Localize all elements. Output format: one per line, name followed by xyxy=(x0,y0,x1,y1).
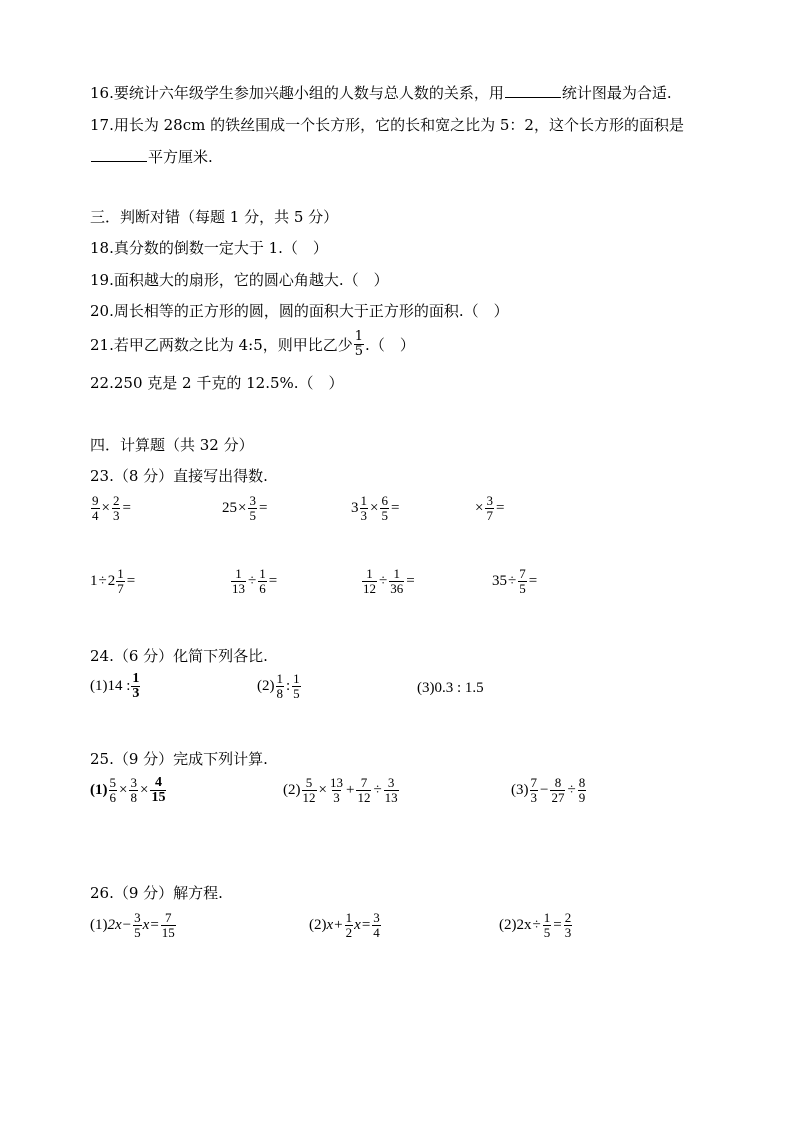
denominator: 12 xyxy=(357,790,371,805)
operator: = xyxy=(495,500,505,516)
operator: = xyxy=(553,917,562,933)
fraction xyxy=(116,567,125,596)
denominator: 15 xyxy=(151,790,166,805)
math-term: 3 xyxy=(351,500,359,516)
q21-text-after: .（ ） xyxy=(365,335,415,354)
operator: ÷ xyxy=(567,782,576,798)
question-16 xyxy=(90,83,672,103)
operator: = xyxy=(361,917,371,933)
q26-expr-3 xyxy=(499,911,573,940)
fraction xyxy=(131,672,140,701)
question-18: 18.真分数的倒数一定大于 1.（ ） xyxy=(90,239,328,257)
operator: = xyxy=(258,500,268,516)
fraction xyxy=(384,776,399,805)
operator: = xyxy=(122,500,131,516)
math-term: (1) xyxy=(90,917,108,933)
fraction xyxy=(292,672,301,701)
math-term: (2) xyxy=(283,782,301,798)
denominator: 3 xyxy=(564,925,572,940)
fraction xyxy=(150,776,166,805)
denominator: 7 xyxy=(486,508,493,523)
fraction xyxy=(133,911,142,940)
math-term: (2) xyxy=(309,917,327,933)
math-term: 1 xyxy=(90,573,98,589)
denominator: 5 xyxy=(293,686,300,701)
denominator: 2 xyxy=(345,925,353,940)
operator: × xyxy=(238,500,247,516)
operator: × xyxy=(139,782,149,798)
operator: = xyxy=(126,573,136,589)
q17-text-after: 平方厘米. xyxy=(148,148,213,166)
q16-text-after: 统计图最为合适. xyxy=(561,84,672,102)
question-24-title: 24.（6 分）化简下列各比. xyxy=(90,647,268,665)
fraction xyxy=(485,494,494,523)
fraction xyxy=(231,567,246,596)
operator: × xyxy=(370,500,379,516)
numerator: 8 xyxy=(554,775,562,790)
numerator: 6 xyxy=(381,493,388,508)
numerator: 1 xyxy=(543,910,551,925)
numerator: 3 xyxy=(134,910,141,925)
q23-expr-3 xyxy=(351,494,400,523)
q23-expr-1 xyxy=(90,494,132,523)
operator: ÷ xyxy=(379,573,388,589)
math-term: (2) xyxy=(257,678,275,694)
denominator: 3 xyxy=(530,790,537,805)
q24-expr-1 xyxy=(90,672,141,701)
denominator: 13 xyxy=(384,790,398,805)
denominator: 36 xyxy=(390,581,404,596)
math-term: x xyxy=(326,917,334,933)
denominator: 3 xyxy=(132,686,140,701)
numerator: 3 xyxy=(249,493,256,508)
fraction xyxy=(112,494,121,523)
numerator: 1 xyxy=(345,910,353,925)
denominator: 5 xyxy=(249,508,256,523)
denominator: 3 xyxy=(112,508,120,523)
denominator: 8 xyxy=(276,686,283,701)
fraction xyxy=(91,494,100,523)
fraction xyxy=(276,672,285,701)
question-20: 20.周长相等的正方形的圆，圆的面积大于正方形的面积.（ ） xyxy=(90,302,509,320)
math-term: 25 xyxy=(222,500,237,516)
operator: = xyxy=(406,573,415,589)
math-term: x xyxy=(142,917,150,933)
fraction xyxy=(543,911,552,940)
numerator: 4 xyxy=(154,775,162,790)
q25-expr-1 xyxy=(90,776,167,805)
denominator: 13 xyxy=(232,581,245,596)
q25-expr-2 xyxy=(283,776,400,805)
math-term: (1)14 : xyxy=(90,678,131,694)
numerator: 7 xyxy=(165,910,172,925)
operator: = xyxy=(390,500,400,516)
numerator: 3 xyxy=(486,493,493,508)
operator: ÷ xyxy=(373,782,382,798)
math-term: 35 xyxy=(492,573,507,589)
denominator: 4 xyxy=(92,508,99,523)
operator: = xyxy=(268,573,278,589)
denominator: 12 xyxy=(302,790,316,805)
fraction xyxy=(248,494,257,523)
question-22: 22.250 克是 2 千克的 12.5%.（ ） xyxy=(90,374,344,392)
question-17: 17.用长为 28cm 的铁丝围成一个长方形，它的长和宽之比为 5：2，这个长方形的面积是 xyxy=(90,116,684,134)
denominator: 15 xyxy=(161,925,175,940)
q24-expr-2 xyxy=(257,672,302,701)
denominator: 3 xyxy=(360,508,367,523)
math-term: (3) xyxy=(511,782,529,798)
numerator: 1 xyxy=(366,566,373,581)
numerator: 5 xyxy=(109,775,116,790)
denominator: 7 xyxy=(117,581,124,596)
fraction xyxy=(578,776,587,805)
numerator: 1 xyxy=(276,671,283,686)
q24-expr-3: (3)0.3 : 1.5 xyxy=(417,680,484,696)
fraction xyxy=(372,911,381,940)
fraction xyxy=(109,776,118,805)
fraction xyxy=(530,776,539,805)
numerator: 1 xyxy=(360,493,367,508)
fraction xyxy=(161,911,176,940)
numerator: 2 xyxy=(564,910,572,925)
numerator: 2 xyxy=(112,493,120,508)
operator: × xyxy=(475,500,484,516)
numerator: 1 xyxy=(354,329,364,344)
operator: − xyxy=(540,782,549,798)
fraction xyxy=(360,494,369,523)
numerator: 3 xyxy=(387,775,395,790)
operator: × xyxy=(119,782,128,798)
denominator: 9 xyxy=(578,790,586,805)
numerator: 7 xyxy=(530,775,537,790)
denominator: 8 xyxy=(130,790,137,805)
fraction xyxy=(356,776,371,805)
numerator: 3 xyxy=(130,775,137,790)
operator: × xyxy=(318,782,327,798)
question-21 xyxy=(90,330,415,359)
denominator: 5 xyxy=(134,925,141,940)
denominator: 5 xyxy=(381,508,388,523)
operator: = xyxy=(150,917,159,933)
numerator: 1 xyxy=(235,566,242,581)
q23-expr-7 xyxy=(361,567,416,596)
numerator: 7 xyxy=(360,775,368,790)
q26-expr-2 xyxy=(309,911,382,940)
numerator: 13 xyxy=(329,775,343,790)
operator: ÷ xyxy=(248,573,257,589)
denominator: 4 xyxy=(373,925,380,940)
operator: ÷ xyxy=(98,573,107,589)
numerator: 9 xyxy=(92,493,99,508)
fraction xyxy=(129,776,138,805)
math-term: (1) xyxy=(90,782,108,798)
operator: × xyxy=(101,500,110,516)
operator: + xyxy=(334,917,343,933)
numerator: 3 xyxy=(373,910,380,925)
q16-text-before: 16.要统计六年级学生参加兴趣小组的人数与总人数的关系，用 xyxy=(90,84,504,102)
denominator: 12 xyxy=(363,581,376,596)
q25-expr-3 xyxy=(511,776,587,805)
math-term: 2x xyxy=(107,917,122,933)
fraction xyxy=(564,911,573,940)
fraction xyxy=(389,567,404,596)
answer-blank xyxy=(505,83,561,98)
question-19: 19.面积越大的扇形，它的圆心角越大.（ ） xyxy=(90,271,389,289)
numerator: 1 xyxy=(393,566,400,581)
question-17-cont xyxy=(90,147,213,167)
numerator: 1 xyxy=(117,566,124,581)
numerator: 1 xyxy=(259,566,266,581)
math-term: (2)2x xyxy=(499,917,532,933)
q23-expr-4 xyxy=(474,494,505,523)
numerator: 7 xyxy=(519,566,526,581)
denominator: 5 xyxy=(543,925,551,940)
denominator: 27 xyxy=(551,790,565,805)
q26-expr-1 xyxy=(90,911,177,940)
math-term: x xyxy=(354,917,361,933)
section-4-title: 四．计算题（共 32 分） xyxy=(90,436,254,454)
operator: : xyxy=(286,678,291,694)
denominator: 5 xyxy=(354,344,364,359)
operator: + xyxy=(345,782,355,798)
numerator: 1 xyxy=(293,671,300,686)
math-term: 2 xyxy=(107,573,116,589)
fraction xyxy=(550,776,565,805)
q23-expr-6 xyxy=(230,567,278,596)
fraction xyxy=(329,776,344,805)
answer-blank xyxy=(91,147,147,162)
question-26-title: 26.（9 分）解方程. xyxy=(90,884,223,902)
fraction xyxy=(518,567,527,596)
numerator: 5 xyxy=(305,775,313,790)
fraction xyxy=(354,330,364,359)
section-3-title: 三．判断对错（每题 1 分，共 5 分） xyxy=(90,208,339,226)
q23-expr-5 xyxy=(90,567,136,596)
denominator: 5 xyxy=(519,581,526,596)
question-23-title: 23.（8 分）直接写出得数. xyxy=(90,467,268,485)
operator: − xyxy=(122,917,132,933)
fraction xyxy=(345,911,354,940)
numerator: 1 xyxy=(132,671,140,686)
numerator: 8 xyxy=(578,775,586,790)
fraction xyxy=(380,494,389,523)
denominator: 6 xyxy=(259,581,266,596)
operator: = xyxy=(528,573,538,589)
operator: ÷ xyxy=(508,573,517,589)
denominator: 6 xyxy=(109,790,116,805)
fraction xyxy=(362,567,377,596)
operator: ÷ xyxy=(532,917,541,933)
question-25-title: 25.（9 分）完成下列计算. xyxy=(90,750,268,768)
q21-text-before: 21.若甲乙两数之比为 4:5，则甲比乙少 xyxy=(90,335,353,354)
fraction xyxy=(302,776,317,805)
q23-expr-2 xyxy=(222,494,268,523)
fraction xyxy=(258,567,267,596)
q23-expr-8 xyxy=(492,567,538,596)
denominator: 3 xyxy=(333,790,340,805)
